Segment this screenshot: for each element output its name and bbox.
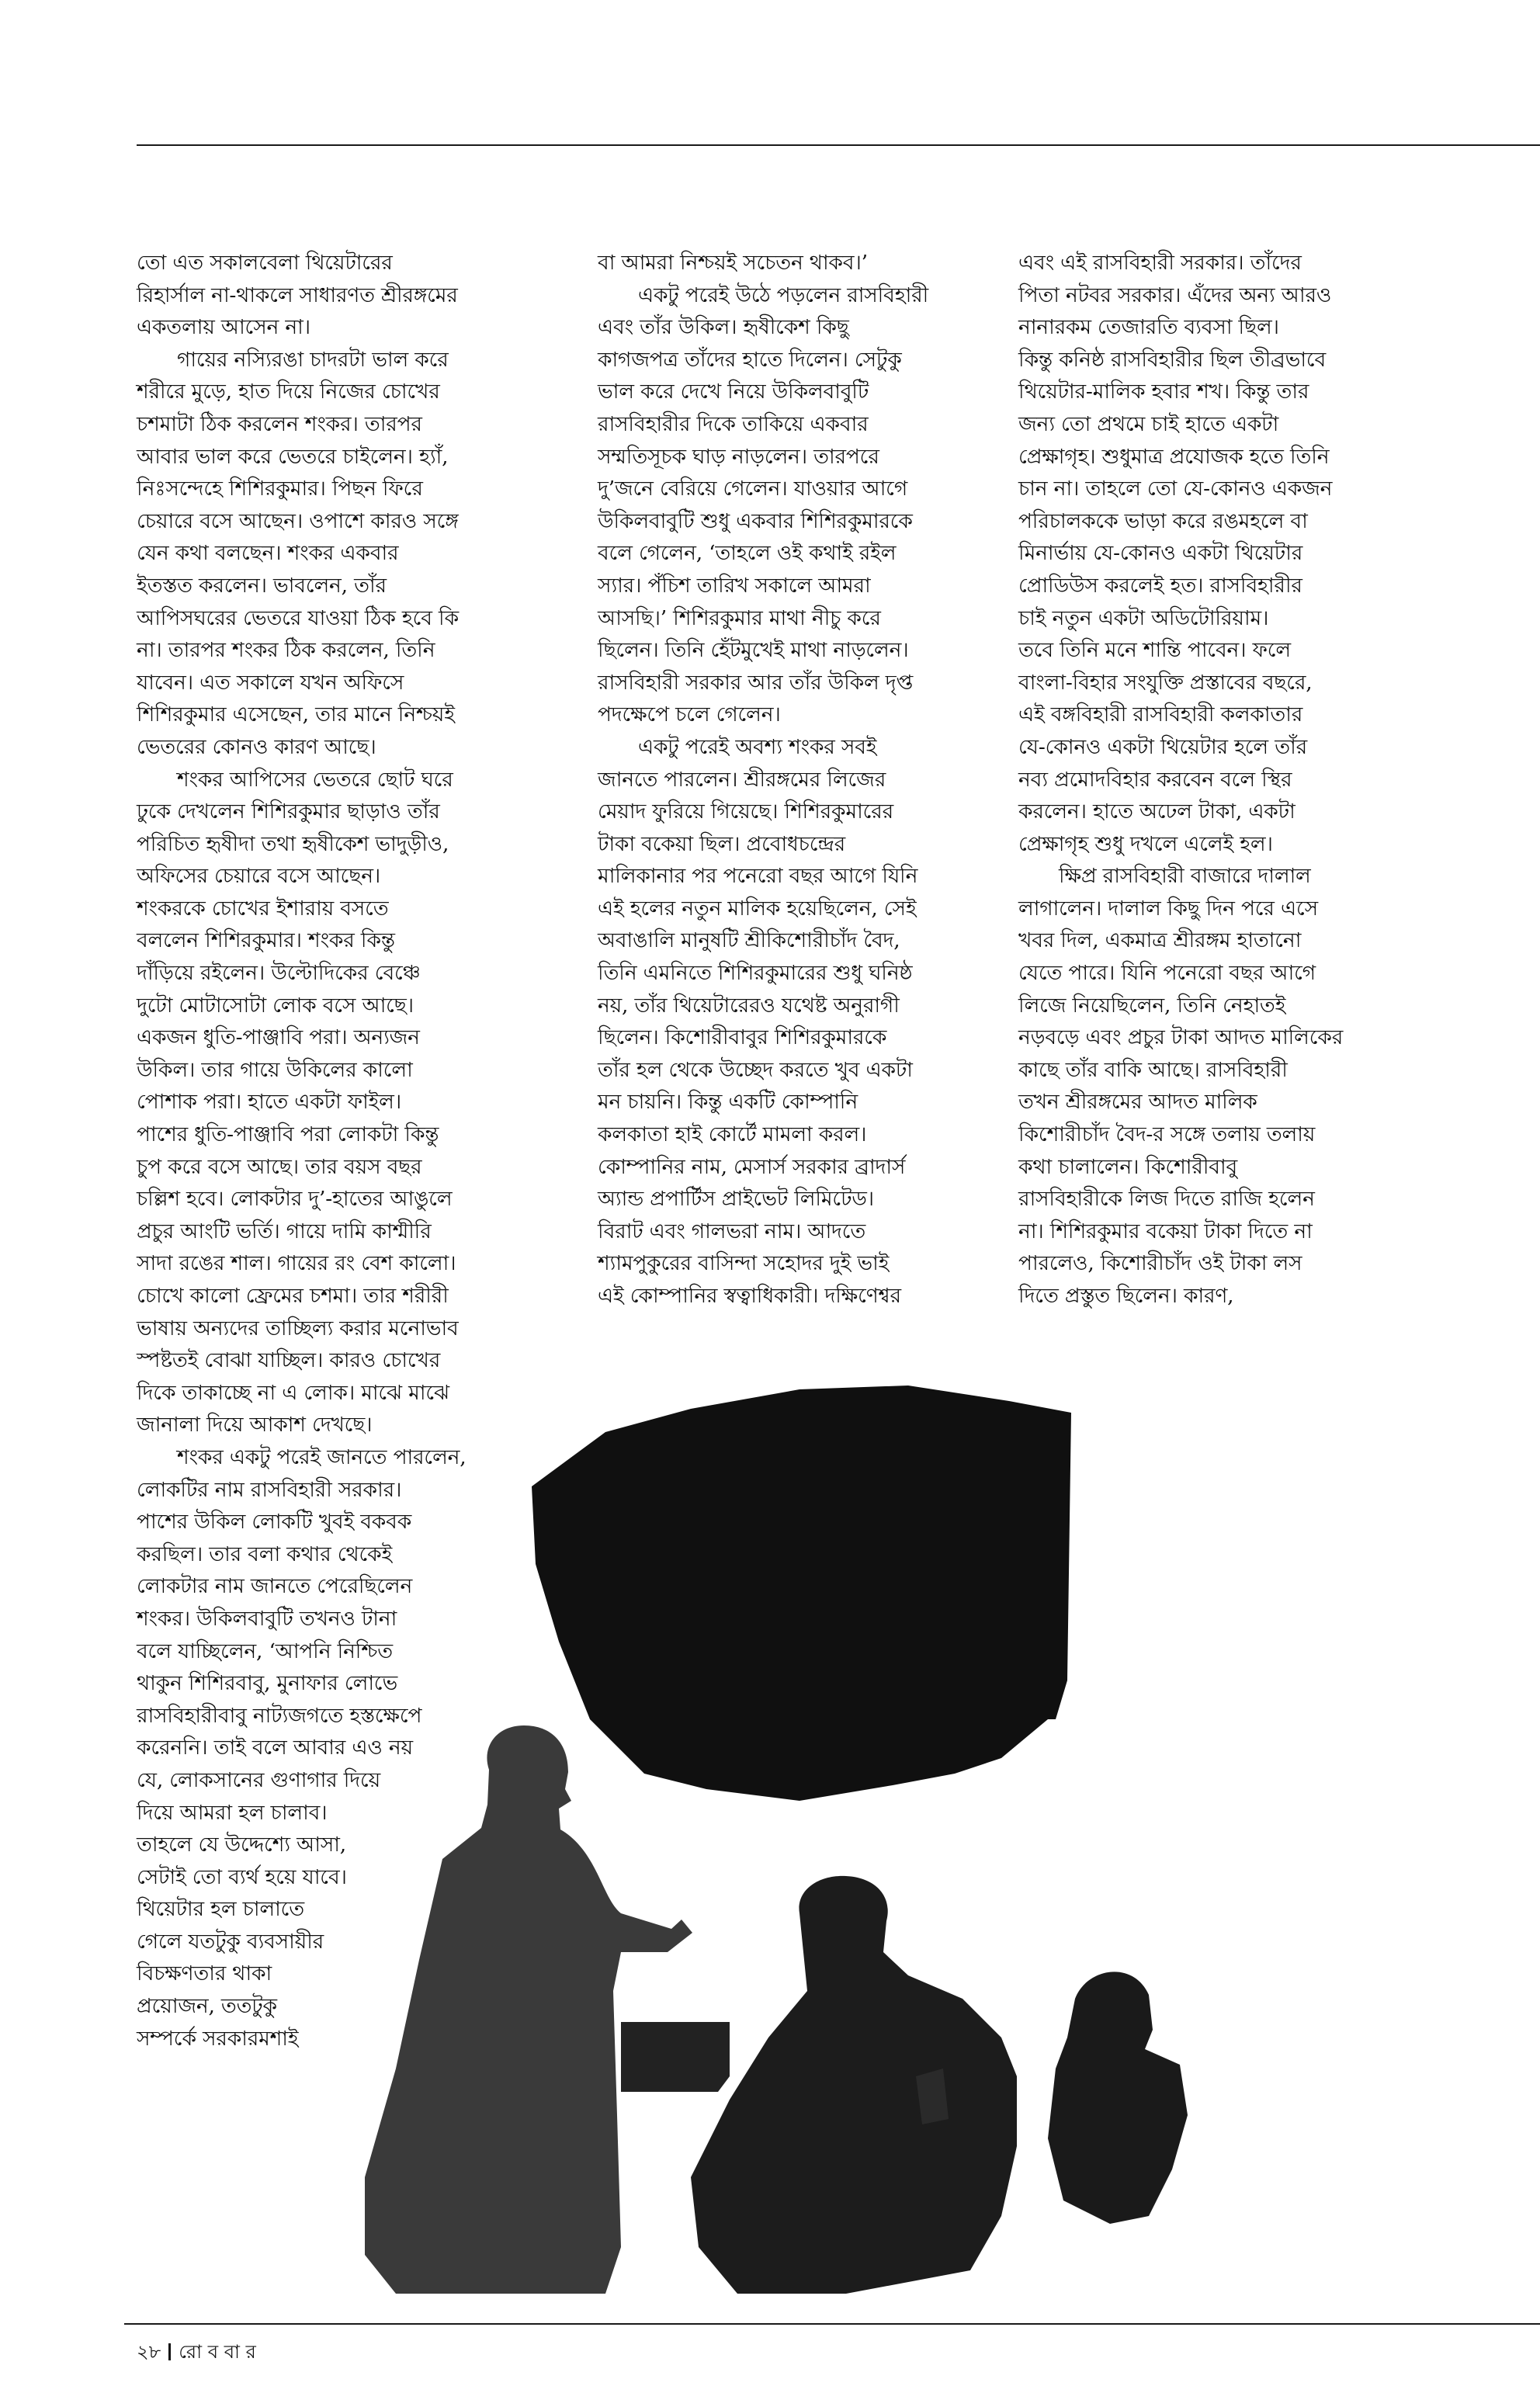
text-line: লোকটির নাম রাসবিহারী সরকার। [137,1477,402,1502]
text-line: সেটাই তো ব্যর্থ হয়ে যাবে। [137,1864,347,1889]
text-line: ভেতরের কোনও কারণ আছে। [137,734,376,759]
text-line: পরিচিত হৃষীদা তথা হৃষীকেশ ভাদুড়ীও, [137,831,449,856]
text-line: না। তারপর শংকর ঠিক করলেন, তিনি [137,638,435,663]
text-line: থাকুন শিশিরবাবু, মুনাফার লোভে [137,1671,397,1696]
text-line: দিকে তাকাচ্ছে না এ লোক। মাঝে মাঝে [137,1380,449,1405]
text-line: কথা চালালেন। কিশোরীবাবু [1018,1154,1238,1179]
text-line: তবে তিনি মনে শান্তি পাবেন। ফলে [1018,638,1291,663]
text-line: দুটো মোটাসোটা লোক বসে আছে। [137,993,414,1018]
text-line: রাসবিহারীকে লিজ দিতে রাজি হলেন [1018,1187,1315,1212]
text-line: আপিসঘরের ভেতরে যাওয়া ঠিক হবে কি [137,605,459,630]
text-line: উকিলবাবুটি শুধু একবার শিশিরকুমারকে [598,508,913,533]
text-line: সম্পর্কে সরকারমশাই [137,2026,299,2051]
text-column-3 [1018,247,1438,1313]
illustration-silhouettes [365,1354,1397,2309]
text-line: দিয়ে আমরা হল চালাব। [137,1800,328,1825]
text-line: কাছে তাঁর বাকি আছে। রাসবিহারী [1018,1057,1288,1082]
text-line: ছিলেন। কিশোরীবাবুর শিশিরকুমারকে [598,1025,887,1050]
text-line: পিতা নটবর সরকার। এঁদের অন্য আরও [1018,283,1332,307]
text-line: আবার ভাল করে ভেতরে চাইলেন। হ্যাঁ, [137,444,449,469]
text-line: বলে গেলেন, ‘তাহলে ওই কথাই রইল [598,541,897,566]
text-line: অফিসের চেয়ারে বসে আছেন। [137,864,381,889]
bottom-rule [124,2323,1540,2325]
text-line: স্পষ্টতই বোঝা যাচ্ছিল। কারও চোখের [137,1348,441,1373]
text-line: করছিল। তার বলা কথার থেকেই [137,1542,393,1566]
text-line: কিশোরীচাঁদ বৈদ-র সঙ্গে তলায় তলায় [1018,1122,1316,1147]
text-line: না। শিশিরকুমার বকেয়া টাকা দিতে না [1018,1219,1313,1243]
text-line: দিতে প্রস্তুত ছিলেন। কারণ, [1018,1284,1234,1308]
text-line: তখন শ্রীরঙ্গমের আদত মালিক [1018,1090,1257,1115]
text-line: পাশের উকিল লোকটি খুবই বকবক [137,1510,412,1535]
right-figure-silhouette [1048,1972,1188,2224]
text-line: করেননি। তাই বলে আবার এও নয় [137,1736,413,1760]
text-line: প্রচুর আংটি ভর্তি। গায়ে দামি কাশ্মীরি [137,1219,432,1243]
text-line: ক্ষিপ্র রাসবিহারী বাজারে দালাল [1059,864,1311,889]
text-line: এই কোম্পানির স্বত্বাধিকারী। দক্ষিণেশ্বর [598,1284,901,1308]
text-line: পদক্ষেপে চলে গেলেন। [598,702,781,727]
text-line: এবং এই রাসবিহারী সরকার। তাঁদের [1018,251,1302,275]
text-line: বলে যাচ্ছিলেন, ‘আপনি নিশ্চিত [137,1639,393,1663]
text-line: ভাল করে দেখে নিয়ে উকিলবাবুটি [598,380,869,404]
text-line: বললেন শিশিরকুমার। শংকর কিন্তু [137,928,395,953]
text-line: চান না। তাহলে তো যে-কোনও একজন [1018,477,1333,501]
text-line: যে, লোকসানের গুণাগার দিয়ে [137,1767,381,1792]
text-line: বা আমরা নিশ্চয়ই সচেতন থাকব।’ [598,251,868,275]
text-line: শরীরে মুড়ে, হাত দিয়ে নিজের চোখের [137,380,440,404]
text-line: চোখে কালো ফ্রেমের চশমা। তার শরীরী [137,1284,449,1308]
text-line: শিশিরকুমার এসেছেন, তার মানে নিশ্চয়ই [137,702,455,727]
text-line: ঢুকে দেখলেন শিশিরকুমার ছাড়াও তাঁর [137,799,440,824]
text-line: এই হলের নতুন মালিক হয়েছিলেন, সেই [598,896,917,921]
text-line: রাসবিহারীবাবু নাট্যজগতে হস্তক্ষেপে [137,1703,422,1728]
text-line: স্যার। পঁচিশ তারিখ সকালে আমরা [598,573,871,598]
text-line: বিচক্ষণতার থাকা [137,1961,272,1986]
text-line: কিন্তু কনিষ্ঠ রাসবিহারীর ছিল তীব্রভাবে [1018,347,1327,372]
text-line: চাই নতুন একটা অডিটোরিয়াম। [1018,605,1269,630]
text-line: চেয়ারে বসে আছেন। ওপাশে কারও সঙ্গে [137,508,459,533]
text-line: একটু পরেই উঠে পড়লেন রাসবিহারী [638,283,929,307]
text-line: অবাঙালি মানুষটি শ্রীকিশোরীচাঁদ বৈদ, [598,928,900,953]
text-line: একটু পরেই অবশ্য শংকর সবই [638,734,877,759]
text-line: যেতে পারে। যিনি পনেরো বছর আগে [1018,961,1316,986]
text-line: রাসবিহারীর দিকে তাকিয়ে একবার [598,411,869,436]
page-number: ২৮ [137,2341,161,2363]
top-rule [137,144,1540,146]
text-line: চশমাটা ঠিক করলেন শংকর। তারপর [137,411,422,436]
text-line: শংকরকে চোখের ইশারায় বসতে [137,896,389,921]
text-line: প্রেক্ষাগৃহ। শুধুমাত্র প্রযোজক হতে তিনি [1018,444,1330,469]
text-line: প্রেক্ষাগৃহ শুধু দখলে এলেই হল। [1018,831,1273,856]
text-line: পরিচালককে ভাড়া করে রঙমহলে বা [1018,508,1308,533]
text-line: তাঁর হল থেকে উচ্ছেদ করতে খুব একটা [598,1057,913,1082]
text-line: ভাষায় অন্যদের তাচ্ছিল্য করার মনোভাব [137,1316,459,1340]
text-line: যে-কোনও একটা থিয়েটার হলে তাঁর [1018,734,1307,759]
text-line: শংকর আপিসের ভেতরে ছোট ঘরে [177,767,453,792]
text-line: পারলেও, কিশোরীচাঁদ ওই টাকা লস [1018,1251,1302,1276]
page-footer [137,2340,256,2364]
section-name: রো ব বা র [179,2341,256,2363]
text-line: ইতস্তত করলেন। ভাবলেন, তাঁর [137,573,387,598]
text-line: সাদা রঙের শাল। গায়ের রং বেশ কালো। [137,1251,456,1276]
text-line: উকিল। তার গায়ে উকিলের কালো [137,1057,413,1082]
text-line: জন্য তো প্রথমে চাই হাতে একটা [1018,411,1279,436]
text-line: নড়বড়ে এবং প্রচুর টাকা আদত মালিকের [1018,1025,1344,1050]
text-line: থিয়েটার হল চালাতে [137,1897,304,1922]
text-line: চল্লিশ হবে। লোকটার দু’-হাতের আঙুলে [137,1187,453,1212]
text-line: আসছি।’ শিশিরকুমার মাথা নীচু করে [598,605,881,630]
standing-figure-silhouette [365,1725,692,2294]
text-line: একতলায় আসেন না। [137,315,310,340]
text-line: কাগজপত্র তাঁদের হাতে দিলেন। সেটুকু [598,347,902,372]
text-line: শংকর একটু পরেই জানতে পারলেন, [177,1444,467,1469]
text-column-2 [598,247,1017,1313]
text-line: যাবেন। এত সকালে যখন অফিসে [137,670,404,695]
text-line: বিরাট এবং গালভরা নাম। আদতে [598,1219,866,1243]
text-line: নানারকম তেজারতি ব্যবসা ছিল। [1018,315,1279,340]
text-line: প্রোডিউস করলেই হত। রাসবিহারীর [1018,573,1302,598]
text-line: করলেন। হাতে অঢেল টাকা, একটা [1018,799,1295,824]
text-line: লাগালেন। দালাল কিছু দিন পরে এসে [1018,896,1318,921]
text-line: গায়ের নস্যিরঙা চাদরটা ভাল করে [177,347,449,372]
seated-figure-silhouette [691,1876,1017,2294]
text-line: ছিলেন। তিনি হেঁটমুখেই মাথা নাড়লেন। [598,638,909,663]
text-line: জানালা দিয়ে আকাশ দেখছে। [137,1413,373,1438]
paper-sheet-shape [621,2022,730,2092]
text-line: তিনি এমনিতে শিশিরকুমারের শুধু ঘনিষ্ঠ [598,961,913,986]
text-line: লিজে নিয়েছিলেন, তিনি নেহাতই [1018,993,1286,1018]
text-line: গেলে যতটুকু ব্যবসায়ীর [137,1929,324,1954]
text-line: তো এত সকালবেলা থিয়েটারের [137,251,393,275]
text-line: দাঁড়িয়ে রইলেন। উল্টোদিকের বেঞ্চে [137,961,421,986]
text-line: তাহলে যে উদ্দেশ্যে আসা, [137,1833,347,1857]
text-line: কোম্পানির নাম, মেসার্স সরকার ব্রাদার্স [598,1154,906,1179]
text-line: নয়, তাঁর থিয়েটারেরও যথেষ্ট অনুরাগী [598,993,900,1018]
text-line: বাংলা-বিহার সংযুক্তি প্রস্তাবের বছরে, [1018,670,1313,695]
text-line: যেন কথা বলছেন। শংকর একবার [137,541,399,566]
text-line: এই বঙ্গবিহারী রাসবিহারী কলকাতার [1018,702,1303,727]
text-line: পোশাক পরা। হাতে একটা ফাইল। [137,1090,401,1115]
text-line: শ্যামপুকুরের বাসিন্দা সহোদর দুই ভাই [598,1251,890,1276]
text-line: মিনার্ভায় যে-কোনও একটা থিয়েটার [1018,541,1303,566]
text-line: একজন ধুতি-পাঞ্জাবি পরা। অন্যজন [137,1025,420,1050]
text-line: লোকটার নাম জানতে পেরেছিলেন [137,1574,413,1599]
text-line: অ্যান্ড প্রপার্টিস প্রাইভেট লিমিটেড। [598,1187,874,1212]
text-line: মন চায়নি। কিন্তু একটি কোম্পানি [598,1090,858,1115]
text-line: দু’জনে বেরিয়ে গেলেন। যাওয়ার আগে [598,477,907,501]
text-line: খবর দিল, একমাত্র শ্রীরঙ্গম হাতানো [1018,928,1302,953]
text-line: নব্য প্রমোদবিহার করবেন বলে স্থির [1018,767,1292,792]
text-line: মেয়াদ ফুরিয়ে গিয়েছে। শিশিরকুমারের [598,799,893,824]
text-line: সম্মতিসূচক ঘাড় নাড়লেন। তারপরে [598,444,879,469]
text-line: পাশের ধুতি-পাঞ্জাবি পরা লোকটা কিন্তু [137,1122,439,1147]
text-line: মালিকানার পর পনেরো বছর আগে যিনি [598,864,918,889]
text-line: এবং তাঁর উকিল। হৃষীকেশ কিছু [598,315,849,340]
text-line: রাসবিহারী সরকার আর তাঁর উকিল দৃপ্ত [598,670,914,695]
text-line: রিহার্সাল না-থাকলে সাধারণত শ্রীরঙ্গমের [137,283,458,307]
text-line: থিয়েটার-মালিক হবার শখ। কিন্তু তার [1018,380,1309,404]
text-line: প্রয়োজন, ততটুকু [137,1994,277,2019]
text-line: শংকর। উকিলবাবুটি তখনও টানা [137,1606,397,1631]
text-line: কলকাতা হাই কোর্টে মামলা করল। [598,1122,867,1147]
footer-divider [168,2343,171,2360]
text-line: নিঃসন্দেহে শিশিরকুমার। পিছন ফিরে [137,477,423,501]
black-curtain-shape [532,1386,1071,1801]
text-line: টাকা বকেয়া ছিল। প্রবোধচন্দ্রের [598,831,845,856]
text-line: চুপ করে বসে আছে। তার বয়স বছর [137,1154,422,1179]
text-line: জানতে পারলেন। শ্রীরঙ্গমের লিজের [598,767,886,792]
